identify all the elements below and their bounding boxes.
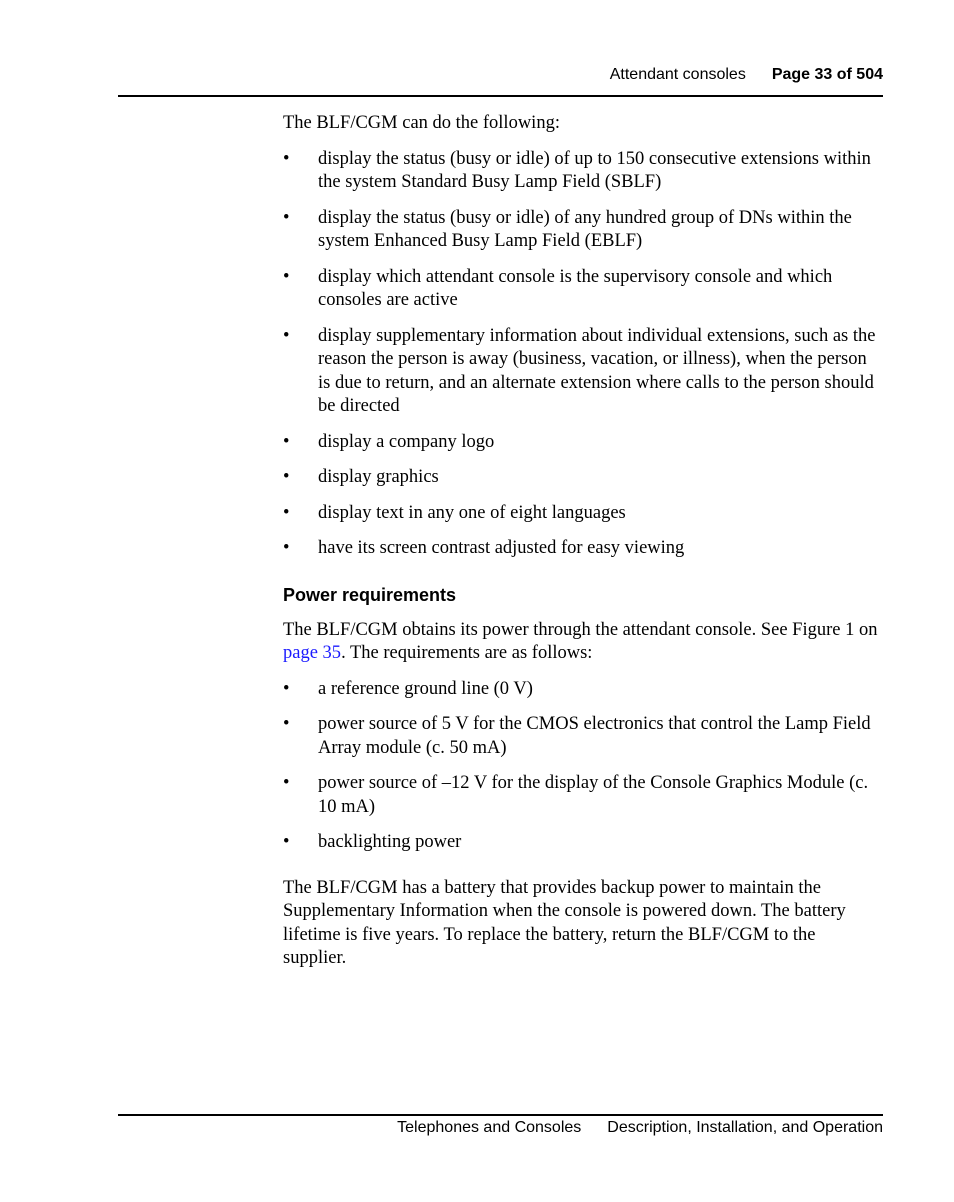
intro-paragraph: The BLF/CGM can do the following: <box>283 113 560 133</box>
list-item <box>283 772 883 819</box>
header-section-title: Attendant consoles <box>609 66 746 83</box>
list-item <box>283 431 883 455</box>
list-item-text: power source of –12 V for the display of the Console Graphics Module (c. 10 mA) <box>318 773 869 817</box>
power-paragraph-text-before-link: The BLF/CGM obtains its power through the attendant console. See Figure 1 on <box>283 619 878 640</box>
power-paragraph <box>283 619 883 666</box>
bullet-icon: • <box>283 467 290 487</box>
bullet-icon: • <box>283 773 290 793</box>
header-page-number: Page 33 of 504 <box>771 66 883 83</box>
bullet-icon: • <box>283 538 290 558</box>
bullet-icon: • <box>283 502 290 523</box>
bullet-icon: • <box>283 832 290 852</box>
bullet-icon: • <box>283 678 290 699</box>
bullet-icon: • <box>283 148 290 169</box>
list-item <box>283 678 883 702</box>
bullet-icon: • <box>283 714 290 734</box>
list-item-text: display which attendant console is the supervisory console and which consoles are active <box>318 266 833 310</box>
list-item <box>283 148 883 195</box>
header-rule <box>118 95 883 97</box>
list-item <box>283 502 883 526</box>
bullet-icon: • <box>283 266 290 287</box>
list-item <box>283 266 883 313</box>
list-item-text: have its screen contrast adjusted for easy viewing <box>318 538 685 558</box>
footer-rule <box>118 1114 883 1116</box>
list-item-text: display text in any one of eight languages <box>318 502 626 523</box>
list-item <box>283 713 883 760</box>
list-item-text: display graphics <box>318 467 439 487</box>
power-requirements-list <box>283 678 883 855</box>
list-item-text: power source of 5 V for the CMOS electronics that control the Lamp Field Array module (c. 50 mA) <box>318 714 871 758</box>
list-item-text: display the status (busy or idle) of any hundred group of DNs within the system Enhanced Busy Lamp Field (EBLF) <box>318 207 852 251</box>
bullet-icon: • <box>283 431 290 452</box>
footer-book-title: Telephones and Consoles <box>397 1119 582 1136</box>
footer-book-subtitle: Description, Installation, and Operation <box>607 1119 883 1136</box>
list-item-text: backlighting power <box>318 832 462 852</box>
battery-paragraph: The BLF/CGM has a battery that provides backup power to maintain the Supplementary Information when the console is powered down. The battery lifetime is five years. To replace the battery, return the BLF/CGM to the supplier. <box>283 877 846 968</box>
capabilities-list <box>283 148 883 561</box>
list-item <box>283 207 883 254</box>
bullet-icon: • <box>283 325 290 346</box>
running-footer <box>397 1117 883 1139</box>
list-item <box>283 466 883 490</box>
list-item <box>283 325 883 419</box>
bullet-icon: • <box>283 207 290 228</box>
list-item <box>283 831 883 855</box>
page-body <box>283 112 883 971</box>
list-item-text: a reference ground line (0 V) <box>318 678 533 699</box>
running-header <box>610 64 883 86</box>
page-35-link[interactable]: page 35 <box>283 643 342 663</box>
list-item-text: display a company logo <box>318 431 495 452</box>
section-heading-power-requirements: Power requirements <box>283 584 457 605</box>
list-item-text: display supplementary information about individual extensions, such as the reason the person is away (business, vacation, or illness), when the person is due to return, and an alternate extension where calls to the person should be directed <box>318 325 876 416</box>
list-item <box>283 537 883 561</box>
power-paragraph-text-after-link: . The requirements are as follows: <box>341 643 593 663</box>
list-item-text: display the status (busy or idle) of up to 150 consecutive extensions within the system Standard Busy Lamp Field (SBLF) <box>318 148 871 192</box>
